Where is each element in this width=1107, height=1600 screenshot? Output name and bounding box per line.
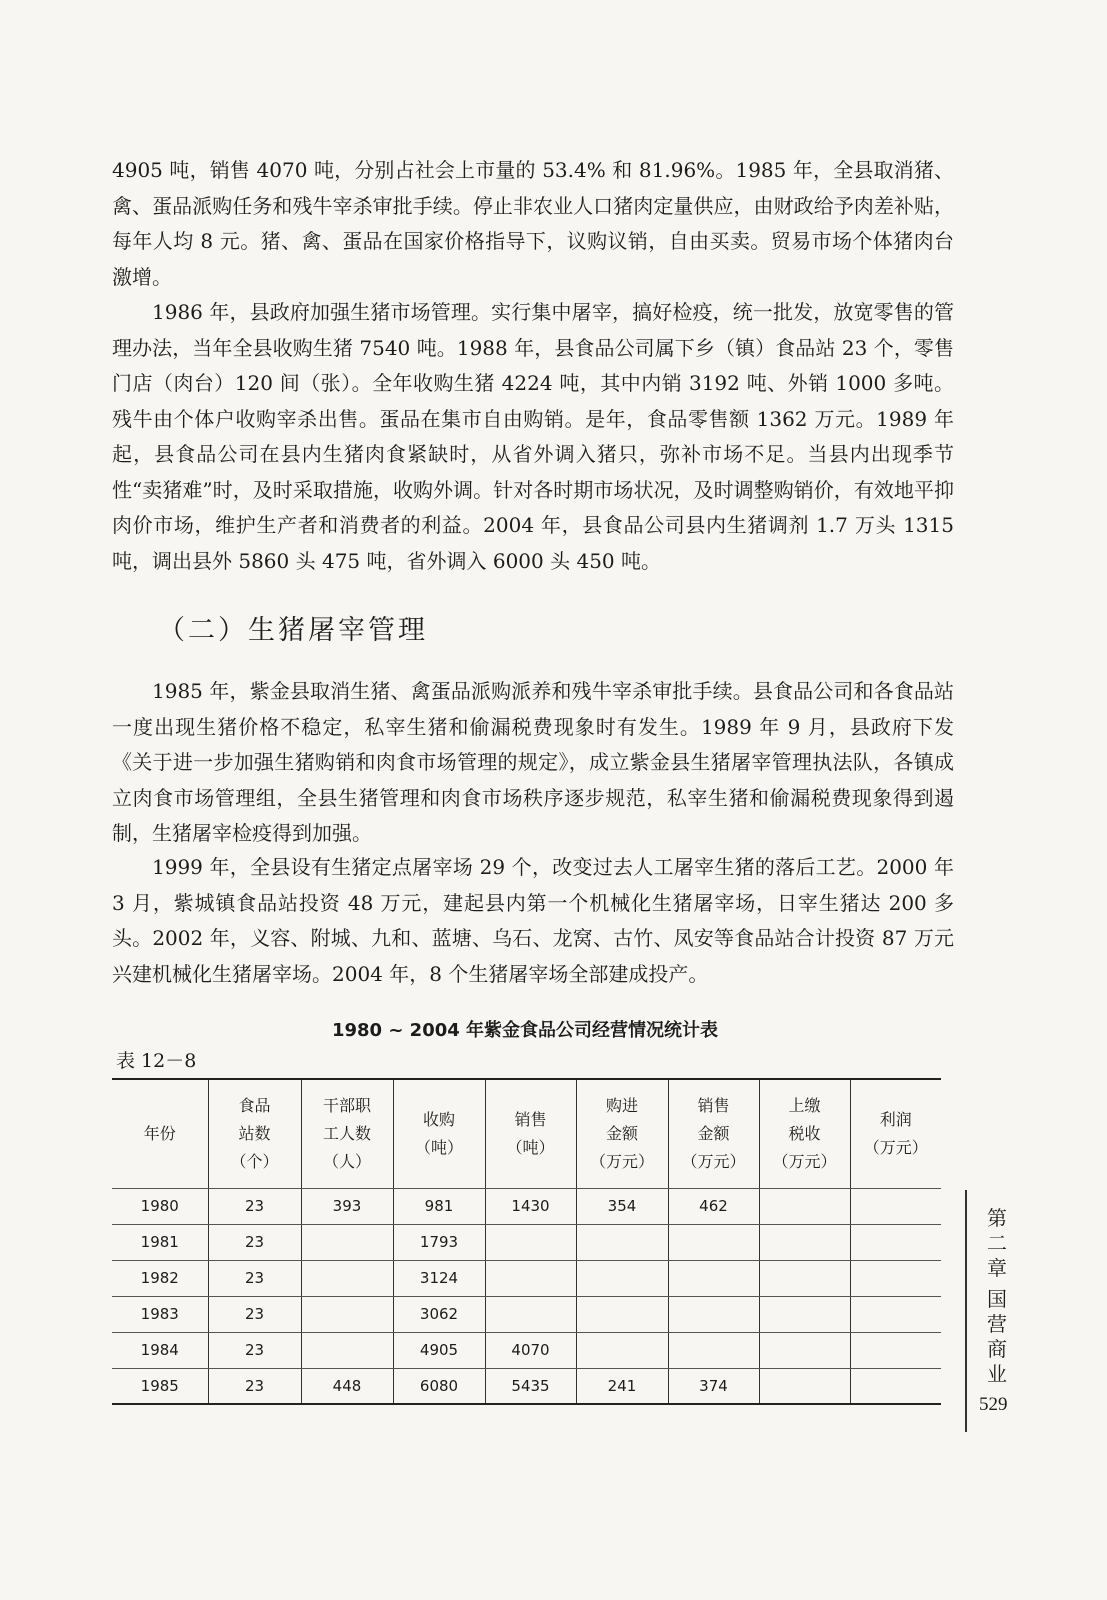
column-header-line: （人） — [322, 1151, 371, 1171]
table-cell: 3062 — [393, 1296, 485, 1332]
paragraph-continuation: 4905 吨，销售 4070 吨，分别占社会上市量的 53.4% 和 81.96%。1985 年，全县取消猪、禽、蛋品派购任务和残牛宰杀审批手续。停止非农业人口猪肉定量供应，由财政给予肉差补贴，每年人均 8 元。猪、禽、蛋品在国家价格指导下，议购议销，自由买卖。贸易市场个体猪肉台激增。 — [112, 158, 954, 289]
table-cell: 1981 — [112, 1224, 208, 1260]
table-cell — [576, 1332, 668, 1368]
paragraph-slaughterhouses: 1999 年，全县设有生猪定点屠宰场 29 个，改变过去人工屠宰生猪的落后工艺。2000 年 3 月，紫城镇食品站投资 48 万元，建起县内第一个机械化生猪屠宰场，日宰生猪达 200 多头。2002 年，义容、附城、九和、蓝塘、乌石、龙窝、古竹、凤安等食品站合计投资 87 万元兴建机械化生猪屠宰场。2004 年，8 个生猪屠宰场全部建成投产。 — [112, 855, 954, 986]
column-header — [393, 1079, 485, 1188]
table-cell — [576, 1260, 668, 1296]
column-header-line: 利润 — [879, 1109, 912, 1129]
column-header-line: 销售 — [697, 1095, 730, 1115]
column-header — [485, 1079, 576, 1188]
table-cell — [759, 1332, 850, 1368]
table-cell: 23 — [208, 1296, 301, 1332]
table-cell — [301, 1332, 393, 1368]
table-cell: 1984 — [112, 1332, 208, 1368]
column-header — [208, 1079, 301, 1188]
section-tab: 国营商业 — [987, 1287, 1007, 1386]
table-title: 1980 ~ 2004 年紫金食品公司经营情况统计表 — [331, 1020, 719, 1041]
table-cell — [668, 1260, 759, 1296]
column-header-line: 购进 — [605, 1095, 638, 1115]
column-header-line: 食品 — [238, 1095, 271, 1115]
table-cell — [485, 1224, 576, 1260]
table-cell: 462 — [668, 1188, 759, 1224]
column-header-line: 工人数 — [322, 1123, 371, 1143]
table-cell — [668, 1332, 759, 1368]
table-cell — [668, 1224, 759, 1260]
column-header-line: 上缴 — [788, 1095, 821, 1115]
column-header — [112, 1079, 208, 1188]
column-header-line: （个） — [230, 1151, 279, 1171]
table-cell: 241 — [576, 1368, 668, 1404]
table-cell: 23 — [208, 1224, 301, 1260]
table-cell — [576, 1224, 668, 1260]
table-cell — [759, 1224, 850, 1260]
column-header-line: 税收 — [788, 1123, 821, 1143]
column-header-line: （万元） — [863, 1137, 928, 1157]
table-row — [112, 1368, 941, 1404]
column-header — [759, 1079, 850, 1188]
table-header-row — [112, 1079, 941, 1188]
table-cell: 1793 — [393, 1224, 485, 1260]
table-cell: 1983 — [112, 1296, 208, 1332]
table-row — [112, 1224, 941, 1260]
page-number: 529 — [979, 1394, 1008, 1415]
table-cell — [850, 1332, 941, 1368]
paragraph-market-management: 1986 年，县政府加强生猪市场管理。实行集中屠宰，搞好检疫，统一批发，放宽零售的管理办法，当年全县收购生猪 7540 吨。1988 年，县食品公司属下乡（镇）食品站 23 个，零售门店（肉台）120 间（张）。全年收购生猪 4224 吨，其中内销 3192 吨、外销 1000 多吨。残牛由个体户收购宰杀出售。蛋品在集市自由购销。是年，食品零售额 1362 万元。1989 年起，县食品公司在县内生猪肉食紧缺时，从省外调入猪只，弥补市场不足。当县内出现季节性“卖猪难”时，及时采取措施，收购外调。针对各时期市场状况，及时调整购销价，有效地平抑肉价市场，维护生产者和消费者的利益。2004 年，县食品公司县内生猪调剂 1.7 万头 1315 吨，调出县外 5860 头 475 吨，省外调入 6000 头 450 吨。 — [112, 300, 954, 573]
column-header-line: （万元） — [772, 1151, 837, 1171]
table-cell — [759, 1260, 850, 1296]
column-header-line: 销售 — [514, 1109, 547, 1129]
column-header-line: （万元） — [589, 1151, 654, 1171]
table-cell: 3124 — [393, 1260, 485, 1296]
statistics-table — [112, 1078, 941, 1405]
table-cell: 1980 — [112, 1188, 208, 1224]
column-header-line: 年份 — [143, 1123, 176, 1143]
table-row — [112, 1188, 941, 1224]
table-cell — [759, 1188, 850, 1224]
table-cell — [485, 1260, 576, 1296]
table-cell: 374 — [668, 1368, 759, 1404]
table-cell: 393 — [301, 1188, 393, 1224]
table-cell: 354 — [576, 1188, 668, 1224]
table-cell — [576, 1296, 668, 1332]
table-label: 表 12－8 — [116, 1050, 197, 1072]
column-header — [301, 1079, 393, 1188]
table-cell — [485, 1296, 576, 1332]
table-row — [112, 1260, 941, 1296]
column-header-line: 站数 — [238, 1123, 271, 1143]
table-cell — [301, 1260, 393, 1296]
column-header-line: 干部职 — [322, 1095, 371, 1115]
table-cell: 4905 — [393, 1332, 485, 1368]
column-header-line: 金额 — [605, 1123, 638, 1143]
table-cell — [850, 1296, 941, 1332]
column-header-line: 收购 — [422, 1109, 455, 1129]
table-row — [112, 1332, 941, 1368]
table-cell: 6080 — [393, 1368, 485, 1404]
table-cell — [301, 1224, 393, 1260]
column-header-line: （吨） — [506, 1137, 555, 1157]
table-cell: 4070 — [485, 1332, 576, 1368]
table-cell — [759, 1368, 850, 1404]
column-header — [850, 1079, 941, 1188]
table-cell: 23 — [208, 1260, 301, 1296]
column-header-line: （万元） — [681, 1151, 746, 1171]
table-cell: 448 — [301, 1368, 393, 1404]
margin-rule — [965, 1190, 967, 1432]
table-cell: 1430 — [485, 1188, 576, 1224]
table-row — [112, 1296, 941, 1332]
table-cell — [850, 1224, 941, 1260]
table-cell: 23 — [208, 1332, 301, 1368]
table-cell: 981 — [393, 1188, 485, 1224]
paragraph-slaughter-regulation: 1985 年，紫金县取消生猪、禽蛋品派购派养和残牛宰杀审批手续。县食品公司和各食品站一度出现生猪价格不稳定，私宰生猪和偷漏税费现象时有发生。1989 年 9 月，县政府下发《关于进一步加强生猪购销和肉食市场管理的规定》，成立紫金县生猪屠宰管理执法队，各镇成立肉食市场管理组，全县生猪管理和肉食市场秩序逐步规范，私宰生猪和偷漏税费现象得到遏制，生猪屠宰检疫得到加强。 — [112, 679, 954, 845]
table-cell: 1985 — [112, 1368, 208, 1404]
table-cell — [759, 1296, 850, 1332]
table-cell — [668, 1296, 759, 1332]
column-header — [668, 1079, 759, 1188]
column-header-line: 金额 — [697, 1123, 730, 1143]
table-cell: 5435 — [485, 1368, 576, 1404]
chapter-tab: 第二章 — [987, 1206, 1007, 1280]
table-cell: 1982 — [112, 1260, 208, 1296]
table-cell — [301, 1296, 393, 1332]
table-cell — [850, 1368, 941, 1404]
column-header-line: （吨） — [414, 1137, 463, 1157]
section-heading: （二）生猪屠宰管理 — [158, 615, 428, 646]
table-cell: 23 — [208, 1368, 301, 1404]
table-body — [112, 1188, 941, 1404]
table-cell — [850, 1188, 941, 1224]
column-header — [576, 1079, 668, 1188]
table-cell — [850, 1260, 941, 1296]
table-cell: 23 — [208, 1188, 301, 1224]
